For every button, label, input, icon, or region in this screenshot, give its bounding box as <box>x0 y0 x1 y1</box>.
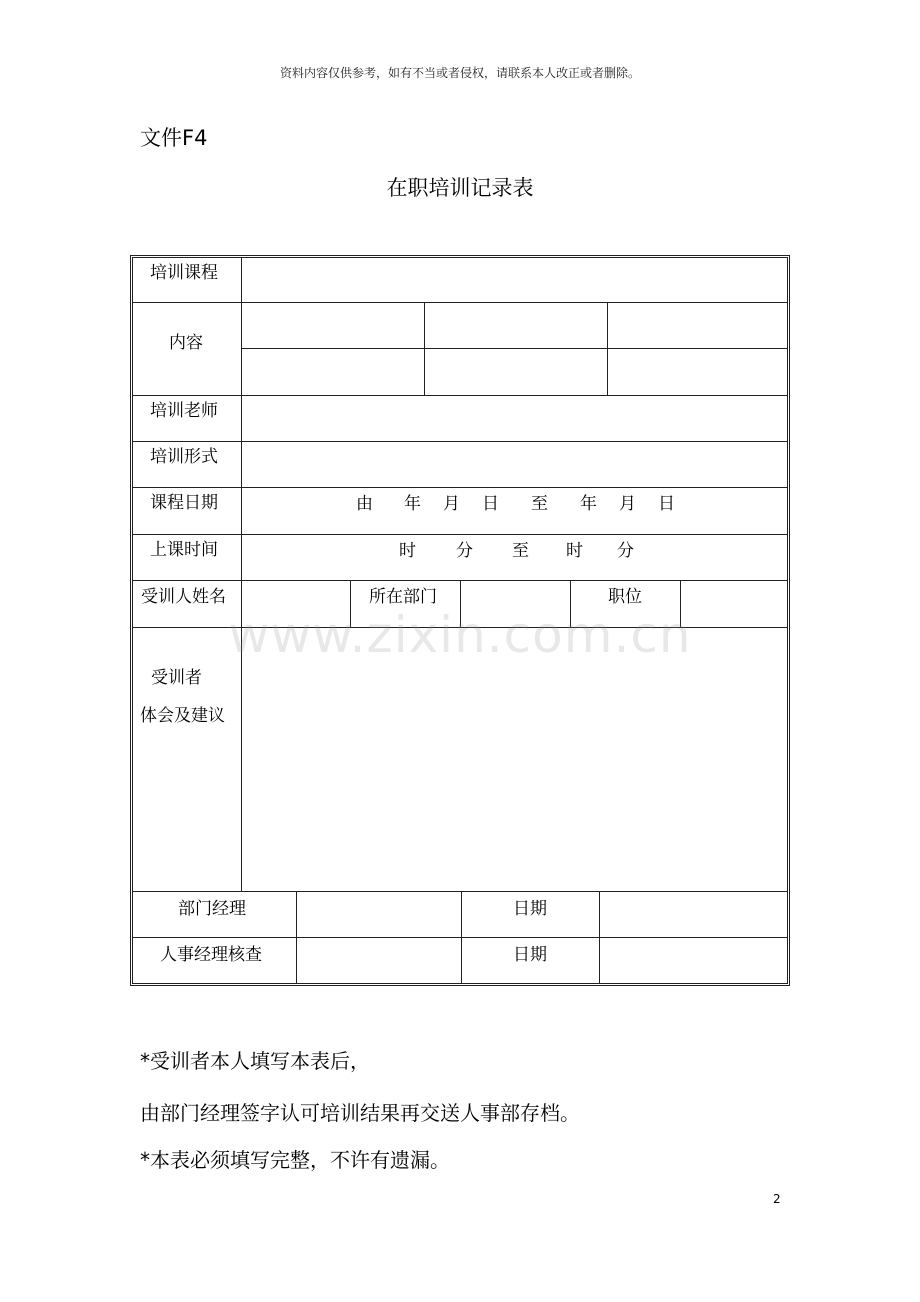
label-dept-manager: 部门经理 <box>178 899 246 919</box>
label-class-time: 上课时间 <box>150 540 218 560</box>
field-hr-manager-signature[interactable] <box>297 938 461 983</box>
date-month-1-text: 月 <box>443 494 460 514</box>
field-content-6[interactable] <box>608 349 787 395</box>
label-hr-manager: 人事经理核查 <box>160 945 262 965</box>
watermark-text: www.zixin.com.cn <box>228 606 692 664</box>
label-department: 所在部门 <box>369 587 437 607</box>
label-training-format: 培训形式 <box>150 447 218 467</box>
label-content: 内容 <box>169 333 203 353</box>
date-year-1-text: 年 <box>404 494 421 514</box>
label-position: 职位 <box>608 587 642 607</box>
field-content-5[interactable] <box>425 349 607 395</box>
field-training-course[interactable] <box>242 258 787 302</box>
time-minute-1-text: 分 <box>456 541 473 561</box>
document-label: 文件F4 <box>140 126 208 150</box>
note-line-2: 由部门经理签字认可培训结果再交送人事部存档。 <box>140 1101 580 1125</box>
date-year-2-text: 年 <box>580 494 597 514</box>
note-line-3: *本表必须填写完整，不许有遗漏。 <box>140 1148 450 1172</box>
field-dept-manager-signature[interactable] <box>297 892 461 937</box>
label-course-date: 课程日期 <box>150 493 218 513</box>
date-month-2-text: 月 <box>619 494 636 514</box>
date-day-2-text: 日 <box>658 494 675 514</box>
date-day-1-text: 日 <box>482 494 499 514</box>
field-content-1[interactable] <box>242 303 424 348</box>
label-trainee-name: 受训人姓名 <box>141 587 226 607</box>
label-training-teacher: 培训老师 <box>150 401 218 421</box>
label-date-2: 日期 <box>513 945 547 965</box>
field-class-time[interactable] <box>242 535 787 580</box>
form-title: 在职培训记录表 <box>386 176 534 200</box>
date-to-text: 至 <box>531 494 548 514</box>
field-hr-manager-date[interactable] <box>600 938 787 983</box>
field-content-4[interactable] <box>242 349 424 395</box>
date-from-text: 由 <box>356 494 373 514</box>
field-content-3[interactable] <box>608 303 787 348</box>
time-minute-2-text: 分 <box>617 541 634 561</box>
label-date-1: 日期 <box>513 899 547 919</box>
label-feedback-line1: 受训者 <box>151 668 202 688</box>
time-hour-2-text: 时 <box>566 541 583 561</box>
field-dept-manager-date[interactable] <box>600 892 787 937</box>
label-feedback-line2: 体会及建议 <box>140 706 225 726</box>
field-content-2[interactable] <box>425 303 607 348</box>
time-to-text: 至 <box>512 541 529 561</box>
label-training-course: 培训课程 <box>150 263 218 283</box>
note-line-1: *受训者本人填写本表后， <box>140 1049 370 1073</box>
page-number: 2 <box>773 1192 781 1206</box>
field-trainee-feedback[interactable] <box>242 628 787 891</box>
time-hour-1-text: 时 <box>399 541 416 561</box>
field-course-date[interactable] <box>242 488 787 534</box>
field-training-teacher[interactable] <box>242 396 787 441</box>
field-training-format[interactable] <box>242 442 787 487</box>
disclaimer-text: 资料内容仅供参考，如有不当或者侵权，请联系本人改正或者删除。 <box>279 66 640 80</box>
